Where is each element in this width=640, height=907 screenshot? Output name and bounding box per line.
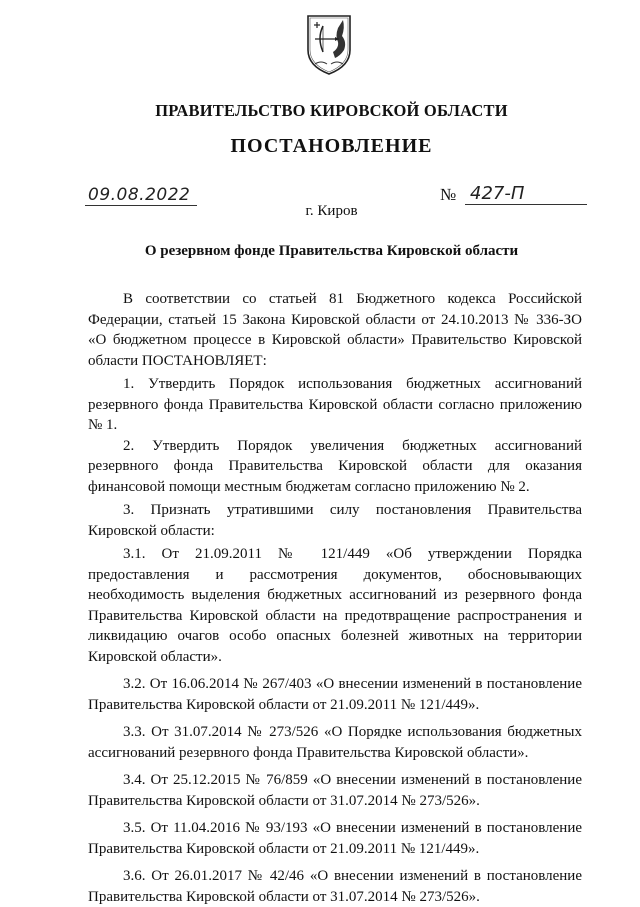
paragraph-item-1: 1. Утвердить Порядок использования бюджетных ассигнований резервного фонда Правительства Кировской области согласно приложению № 1. [88, 376, 582, 433]
number-value: 427-П [470, 183, 525, 204]
paragraph-item-3-2: 3.2. От 16.06.2014 № 267/403 «О внесении изменений в постановление Правительства Кировской области от 21.09.2011 № 121/449». [88, 676, 582, 713]
document-date [85, 185, 200, 205]
document-type: ПОСТАНОВЛЕНИЕ [230, 135, 433, 157]
paragraph-item-3-6: 3.6. От 26.01.2017 № 42/46 «О внесении изменений в постановление Правительства Кировской области от 31.07.2014 № 273/526». [88, 868, 582, 905]
paragraph-item-3-5: 3.5. От 11.04.2016 № 93/193 «О внесении изменений в постановление Правительства Кировской области от 21.09.2011 № 121/449». [88, 820, 582, 857]
paragraph-item-2: 2. Утвердить Порядок увеличения бюджетных ассигнований резервного фонда Правительства Кировской области для оказания финансовой помощи местным бюджетам согласно приложению № 2. [88, 437, 582, 495]
coat-of-arms-icon [305, 12, 353, 76]
paragraph-item-3-3: 3.3. От 31.07.2014 № 273/526 «О Порядке использования бюджетных ассигнований резервного фонда Правительства Кировской области». [88, 724, 582, 761]
date-value: 09.08.2022 [88, 185, 191, 205]
paragraph-item-3-1: 3.1. От 21.09.2011 № 121/449 «Об утверждении Порядка предоставления и рассмотрения документов, обосновывающих необходимость выделения бюджетных ассигнований из резервного фонда Правительства Кировской области на предотвращение распространения и ликвидацию очагов особо опасных болезней животных на территории Кировской области». [88, 546, 582, 665]
number-sign: № [440, 185, 457, 204]
government-name: ПРАВИТЕЛЬСТВО КИРОВСКОЙ ОБЛАСТИ [155, 101, 508, 120]
city: г. Киров [305, 203, 358, 219]
paragraph-preamble: В соответствии со статьей 81 Бюджетного кодекса Российской Федерации, статьей 15 Закона Кировской области от 24.10.2013 № 336-ЗО «О бюджетном процессе в Кировской области» Правительство Кировской области ПОСТАНОВЛЯЕТ: [88, 291, 582, 369]
document-subject: О резервном фонде Правительства Кировской области [144, 243, 519, 259]
paragraph-item-3: 3. Признать утратившими силу постановления Правительства Кировской области: [88, 502, 582, 539]
paragraph-item-3-4: 3.4. От 25.12.2015 № 76/859 «О внесении изменений в постановление Правительства Кировской области от 31.07.2014 № 273/526». [88, 772, 582, 809]
document-body [88, 289, 582, 907]
